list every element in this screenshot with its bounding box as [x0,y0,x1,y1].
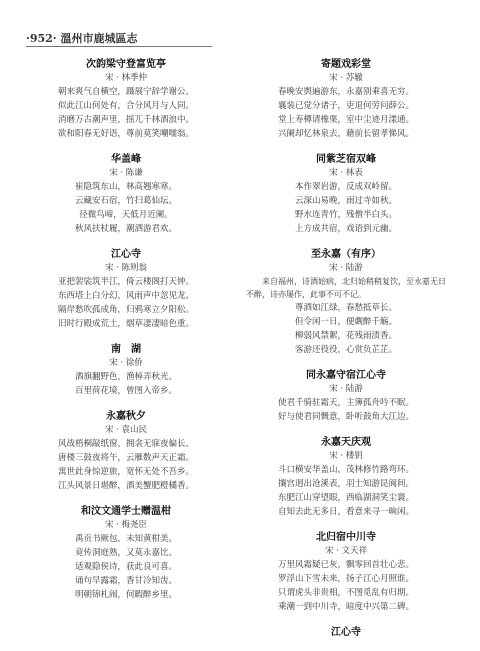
poem-line: 风战梧桐敲纸窗，拥衾无寐夜偏长。 [57,439,194,449]
poem-line: 东西塔上白分幻，风雨声中忽见龙。 [57,291,194,301]
poem-line: 上方成共宿，戏语到元幽。 [294,224,397,234]
poem [26,58,226,141]
poem [26,505,226,602]
poem-line: 罗浮山下雪未来，扬子江心月照谁。 [277,574,414,584]
poem-title: 永嘉天庆观 [321,437,371,448]
poem [246,153,446,236]
poem [26,343,226,398]
poem-title: 北归宿中川寺 [316,532,376,543]
poem [246,248,446,357]
poem-line: 酒旗翻野色，渔棹弄秋光。 [74,372,177,382]
poem [246,626,446,640]
poem-line: 寓世此身惊逆旅，宽怀无处不吾乡。 [57,467,194,477]
poem-line: 适观隐侯诗，获此良可喜。 [74,562,177,572]
poem-title: 南 湖 [111,344,141,355]
poem [246,58,446,141]
poem-author: 宋 · 楼钥 [329,451,363,461]
poem-line: 消磨万古潮声里，摇兀千林酒浪中。 [57,115,194,125]
poem-title: 江心寺 [331,627,361,638]
poem-title: 和汶文通学士赠温柑 [81,506,171,517]
poem-author: 宋 · 文天祥 [324,546,368,556]
poem-title: 至永嘉（有序） [311,249,381,260]
poem-author: 宋 · 陆游 [329,384,363,394]
poem-line: 崔隐筑东山，林高翘寒寒。 [74,182,177,192]
poem-line: 客游还役役，心赏负芷芷。 [294,345,397,355]
poem-title: 同紫芝宿双峰 [316,154,376,165]
header-rule [26,46,212,47]
poem-title: 华盖峰 [111,154,141,165]
poem [26,410,226,493]
poem-line: 云藏安石宿，竹扫葛仙坛。 [74,196,177,206]
poem-line: 明朝锦札闹，何暇醉乡里。 [74,590,177,600]
poem-preface: 来自福州，诗酒始病，北归始稍稍复饮，至永嘉无日不醉，诗亦屡作，此事不可不记。 [246,277,446,299]
poem [246,436,446,519]
poem-title: 江心寺 [111,249,141,260]
poem-author: 宋 · 林表 [329,168,363,178]
poem-line: 柳弱风禁絮，花残雨渍香。 [294,331,397,341]
poem-line: 兴阑却忆林泉去，藉前长留孝悌风。 [277,129,414,139]
poem-author: 宋 · 陈则翁 [104,263,148,273]
poem-line: 使君千骑驻霜天，主簿孤舟吟不眠。 [277,398,414,408]
poem-line: 斗口横安华盖山，茂林修竹路弯环。 [277,465,414,475]
poem-line: 东肥江山穿望眼，西临湖洞笑尘寰。 [277,493,414,503]
poem-line: 乘潮一到中川寺，暗度中兴第二碑。 [277,602,414,612]
poem-author: 宋 · 袁山民 [104,425,148,435]
poem-line: 襄装已觉分诸子，吏退何劳问薛公。 [277,101,414,111]
poem-line: 朝来爽气自横空，蹑展宁辞学谢公。 [57,87,194,97]
poem-line: 诵句早露霜，香甘冷知齿。 [74,576,177,586]
poem [246,369,446,424]
right-column [246,58,446,640]
poem-line: 旧时行殿成荒土，烟草凄凄暗色重。 [57,319,194,329]
poem-line: 禹贡书厥包，未知黄柑美。 [74,534,177,544]
left-column [26,58,226,602]
poem-line: 攘宫迥出沧溪表，羽士知游昆阆间。 [277,479,414,489]
poem-line: 秋风扶杖履，潮洒游君欢。 [74,224,177,234]
poem [246,531,446,614]
poem-line: 似此江山何处有，合分风月与人同。 [57,101,194,111]
poem-author: 宋 · 苏辙 [329,73,363,83]
poem-line: 径微鸟啼，天低月近阑。 [79,210,173,220]
poem-author: 宋 · 陈谦 [109,168,143,178]
poem-title: 次韵梁守登富览亭 [86,59,166,70]
poem-line: 春晚安舆遍游东，永嘉别乘喜无穷。 [277,87,414,97]
poem-line: 野水连青竹，残僧半白头。 [294,210,397,220]
poem-line: 江头风景日堪醉，酒美蟹肥橙橘香。 [57,481,194,491]
poem-line: 隔岸愁吹孤成角，归鸦寒立夕阳松。 [57,305,194,315]
poem-author: 宋 · 陆游 [329,263,363,273]
poem-line: 万里风霜疑已灰，飘零回首壮心悲。 [277,560,414,570]
poem-title: 寄题戏彩堂 [321,59,371,70]
poem-line: 亚把袈裟筑半江，倚云楼阁打天钟。 [57,277,194,287]
poem-line: 唐楼三鼓夜将午，云雁数声天正霜。 [57,453,194,463]
poem-line: 只谓虎头非贵相，不图觅乱有归期。 [277,588,414,598]
poem-line: 百里荷花境，曾图入帝乡。 [74,386,177,396]
poem-line: 本作翠岩游，反成双岭留。 [294,182,397,192]
poem-line: 欲和阳春无好语，尊前莫笑嘲嚅翁。 [57,129,194,139]
poem-line: 堂上寿樽请橡栗，室中尘迹月漾通。 [277,115,414,125]
poem-author: 宋 · 徐侨 [109,358,143,368]
poem-title: 永嘉秋夕 [106,411,146,422]
poem-line: 自知去此无多日，看意来寻一晌闲。 [277,507,414,517]
poem-author: 宋 · 梅尧臣 [104,520,148,530]
poem [26,153,226,236]
poem-line: 竟传洞庭熟，又莫永嘉比。 [74,548,177,558]
poem-line: 云深山易晚，雨过寺如秋。 [294,196,397,206]
poem [26,248,226,331]
poem-line: 好与使君同慨意，卧听鼓角大江边。 [277,412,414,422]
poem-line: 尊酒如江绿，春愁抵草长。 [294,303,397,313]
poem-author: 宋 · 林季仲 [104,73,148,83]
poem-line: 但令闲一日，便觑醉千觞。 [294,317,397,327]
page-header: ·952· 溫州市鹿城區志 [26,32,138,45]
poem-title: 同永嘉守宿江心寺 [306,370,386,381]
